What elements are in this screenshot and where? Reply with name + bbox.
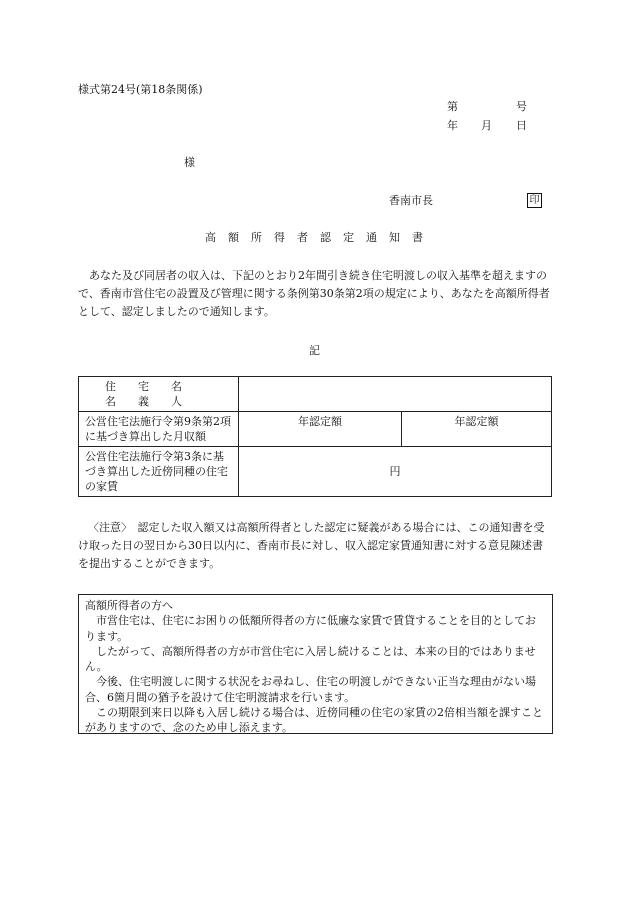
holder-name-label-text: 名 義 人 (105, 395, 182, 408)
doc-number-suffix: 号 (516, 100, 527, 113)
ki-heading: 記 (309, 344, 320, 357)
body-text: あなた及び同居者の収入は、下記のとおり2年間引き続き住宅明渡しの収入基準を超えますので、香南市営住宅の設置及び管理に関する条例第30条第2項の規定により、あなたを高額所得者として、認定しましたので通知します。 (78, 269, 550, 318)
issuer: 香南市長 (389, 194, 433, 207)
document-title: 高額所得者認定通知書 (205, 231, 435, 244)
form-number: 様式第24号(第18条関係) (78, 83, 203, 96)
info-table (78, 376, 552, 497)
monthly-income-label: 公営住宅法施行令第9条第2項に基づき算出した月収額 (79, 412, 239, 447)
addressee-suffix: 様 (184, 156, 195, 169)
table-row (79, 377, 552, 412)
table-row (79, 447, 552, 497)
seal-stamp: 印 (527, 193, 542, 208)
housing-name-value (239, 377, 552, 412)
notice-paragraph: 市営住宅は、住宅にお困りの低額所得者の方に低廉な家賃で賃貸することを目的としております。 (85, 614, 536, 643)
date-day: 日 (516, 119, 527, 132)
annual-assessment-1: 年認定額 (239, 412, 402, 447)
doc-number-prefix: 第 (447, 100, 458, 113)
notice-heading: 高額所得者の方へ (85, 599, 173, 612)
notice-paragraph: したがって、高額所得者の方が市営住宅に入居し続けることは、本来の目的ではありません。 (85, 644, 536, 674)
notice-paragraph: 今後、住宅明渡しに関する状況をお尋ねし、住宅の明渡しができない正当な理由がない場合、6箇月間の猶予を設けて住宅明渡請求を行います。 (85, 675, 536, 704)
housing-name-label (79, 377, 239, 412)
date-month: 月 (481, 119, 492, 132)
table-row (79, 412, 552, 447)
rent-label: 公営住宅法施行令第3条に基づき算出した近傍同種の住宅の家賃 (79, 447, 239, 497)
annual-assessment-2: 年認定額 (402, 412, 552, 447)
notice-paragraph: この期限到来日以降も入居し続ける場合は、近傍同種の住宅の家賃の2倍相当額を課すことがありますので、念のため申し添えます。 (85, 706, 543, 735)
notice-box (78, 594, 553, 734)
caution-text: 〈注意〉 認定した収入額又は高額所得者とした認定に疑義がある場合には、この通知書を受け取った日の翌日から30日以内に、香南市長に対し、収入認定家賃通知書に対する意見陳述書を提出することができます。 (78, 521, 545, 570)
date-year: 年 (447, 119, 458, 132)
housing-name-label-text: 住 宅 名 (105, 380, 182, 393)
rent-value: 円 (239, 447, 552, 497)
